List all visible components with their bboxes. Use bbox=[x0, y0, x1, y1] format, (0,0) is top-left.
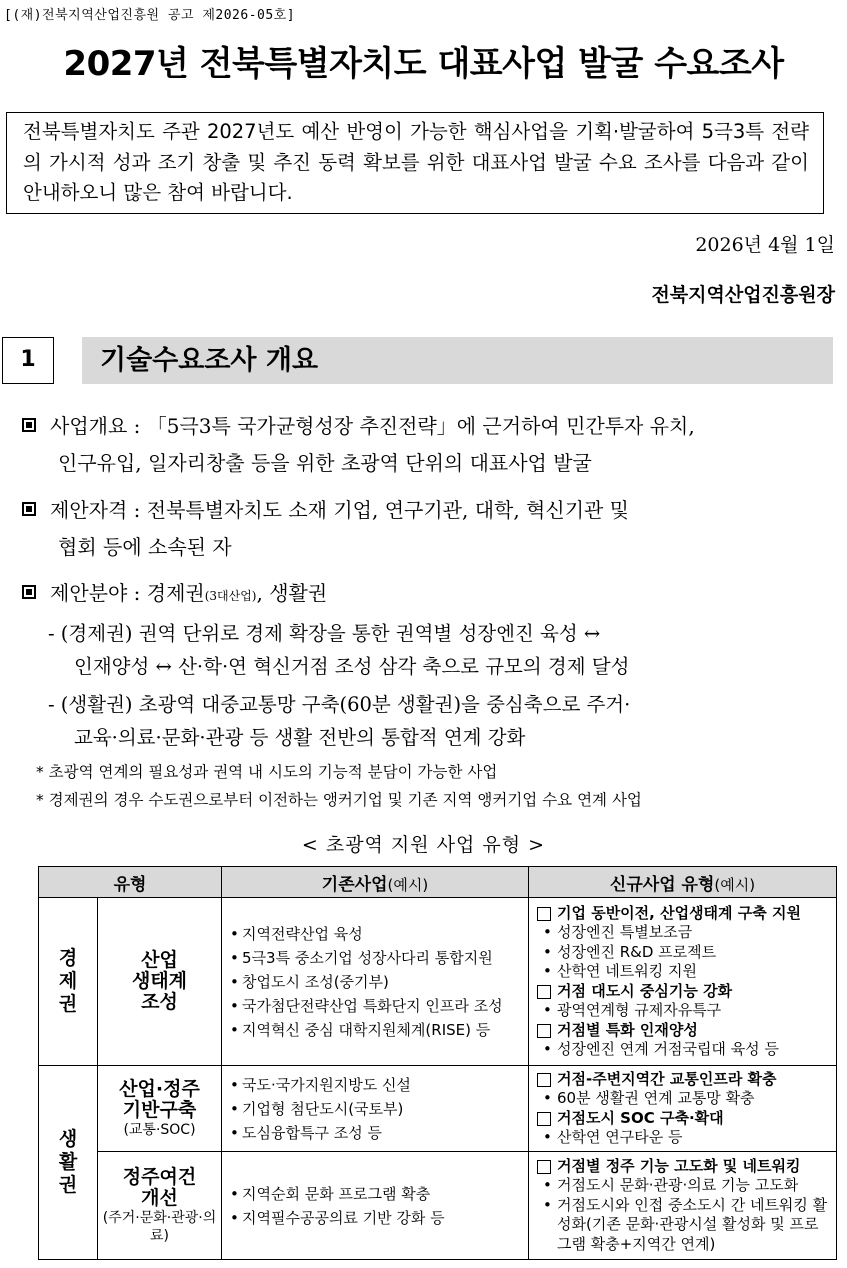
header-new-label: 신규사업 유형 bbox=[609, 874, 715, 895]
dash-item-living bbox=[48, 688, 840, 754]
notice-number: [(재)전북지역산업진흥원 공고 제2026-05호] bbox=[4, 8, 296, 23]
eligibility-label: 제안자격 : bbox=[50, 498, 141, 522]
footnote: * 초광역 연계의 필요성과 권역 내 시도의 기능적 분담이 가능한 사업 bbox=[36, 763, 498, 781]
new-type-heading: 기업 동반이전, 산업생태계 구축 지원 bbox=[535, 904, 832, 924]
category-cell bbox=[98, 1066, 222, 1152]
square-bullet-icon bbox=[22, 585, 36, 599]
eligibility-paragraph bbox=[22, 492, 840, 566]
existing-list bbox=[228, 922, 524, 1042]
table-row bbox=[39, 1066, 837, 1152]
existing-item: • 지역혁신 중심 대학지원체계(RISE) 등 bbox=[228, 1018, 524, 1042]
existing-item: • 도심융합특구 조성 등 bbox=[228, 1121, 524, 1145]
dash-line: - (생활권) 초광역 대중교통망 구축(60분 생활권)을 중심축으로 주거· bbox=[48, 693, 631, 716]
section-title: 기술수요조사 개요 bbox=[100, 345, 319, 376]
fields-label: 제안분야 : bbox=[50, 581, 141, 605]
new-type-item: • 60분 생활권 연계 교통망 확충 bbox=[535, 1089, 832, 1109]
category-sub: (교통·SOC) bbox=[123, 1121, 196, 1138]
dash-line: 인재양성 ↔ 산·학·연 혁신거점 조성 삼각 축으로 규모의 경제 달성 bbox=[74, 655, 630, 678]
header-type: 유형 bbox=[39, 867, 222, 898]
field-separator: , bbox=[256, 581, 263, 605]
category-label: 정주여건 개선 bbox=[122, 1165, 197, 1209]
category-label: 산업 생태계 조성 bbox=[131, 949, 188, 1013]
existing-item: • 창업도시 조성(중기부) bbox=[228, 970, 524, 994]
existing-cell bbox=[222, 1152, 529, 1260]
square-bullet-icon bbox=[22, 502, 36, 516]
existing-cell bbox=[222, 898, 529, 1066]
category-cell bbox=[98, 1152, 222, 1260]
table-header-row bbox=[39, 867, 837, 898]
existing-item: • 국가첨단전략산업 특화단지 인프라 조성 bbox=[228, 994, 524, 1018]
existing-item: • 5극3특 중소기업 성장사다리 통합지원 bbox=[228, 946, 524, 970]
new-type-heading: 거점-주변지역간 교통인프라 확충 bbox=[535, 1070, 832, 1090]
category-cell bbox=[98, 898, 222, 1066]
new-cell bbox=[529, 1152, 837, 1260]
new-cell bbox=[529, 1066, 837, 1152]
new-type-heading: 거점도시 SOC 구축·확대 bbox=[535, 1109, 832, 1129]
header-new-suffix: (예시) bbox=[714, 875, 756, 894]
fields-paragraph bbox=[22, 575, 840, 615]
signer: 전북지역산업진흥원장 bbox=[651, 284, 835, 306]
existing-item: • 국도·국가지원지방도 신설 bbox=[228, 1073, 524, 1097]
project-types-table bbox=[38, 866, 837, 1260]
overview-paragraph bbox=[22, 408, 840, 482]
field-economic-note: (3대산업) bbox=[204, 589, 257, 603]
table-title: < 초광역 지원 사업 유형 > bbox=[301, 834, 546, 856]
existing-item: • 지역필수공공의료 기반 강화 등 bbox=[228, 1206, 524, 1230]
new-type-item: • 성장엔진 연계 거점국립대 육성 등 bbox=[535, 1040, 832, 1060]
intro-box bbox=[6, 112, 824, 214]
new-type-item: • 광역연계형 규제자유특구 bbox=[535, 1001, 832, 1021]
field-living: 생활권 bbox=[269, 581, 328, 605]
zone-label: 경 제 권 bbox=[58, 947, 78, 1015]
page-title: 2027년 전북특별자치도 대표사업 발굴 수요조사 bbox=[63, 44, 784, 84]
field-economic: 경제권 bbox=[146, 581, 205, 605]
zone-living bbox=[39, 1066, 98, 1260]
existing-list bbox=[228, 1182, 524, 1230]
existing-cell bbox=[222, 1066, 529, 1152]
existing-item: • 기업형 첨단도시(국토부) bbox=[228, 1097, 524, 1121]
new-type-item: • 성장엔진 R&D 프로젝트 bbox=[535, 943, 832, 963]
section-title-bar bbox=[82, 337, 833, 384]
new-type-heading: 거점별 정주 기능 고도화 및 네트워킹 bbox=[535, 1157, 832, 1177]
zone-economic bbox=[39, 898, 98, 1066]
new-cell bbox=[529, 898, 837, 1066]
existing-item: • 지역순회 문화 프로그램 확충 bbox=[228, 1182, 524, 1206]
header-existing-label: 기존사업 bbox=[321, 874, 388, 895]
category-sub: (주거·문화·관광·의료) bbox=[102, 1209, 217, 1244]
new-type-item: • 거점도시 문화·관광·의료 기능 고도화 bbox=[535, 1176, 832, 1196]
header-existing-suffix: (예시) bbox=[387, 875, 429, 894]
table-row bbox=[39, 1152, 837, 1260]
existing-list bbox=[228, 1073, 524, 1145]
existing-item: • 지역전략산업 육성 bbox=[228, 922, 524, 946]
header-new bbox=[529, 867, 837, 898]
section-number: 1 bbox=[2, 337, 54, 384]
eligibility-text-line1: 전북특별자치도 소재 기업, 연구기관, 대학, 혁신기관 및 bbox=[146, 498, 630, 522]
announcement-date: 2026년 4월 1일 bbox=[695, 234, 835, 256]
overview-label: 사업개요 : bbox=[50, 414, 141, 438]
header-existing bbox=[222, 867, 529, 898]
zone-label: 생 활 권 bbox=[58, 1128, 78, 1196]
table-row bbox=[39, 898, 837, 1066]
new-type-item: • 산학연 연구타운 등 bbox=[535, 1128, 832, 1148]
dash-item-economic bbox=[48, 617, 840, 683]
intro-text: 전북특별자치도 주관 2027년도 예산 반영이 가능한 핵심사업을 기획·발굴하여 5극3특 전략의 가시적 성과 조기 창출 및 추진 동력 확보를 위한 대표사업 발굴 수요 조사를 다음과 같이 안내하오니 많은 참여 바랍니다. bbox=[23, 120, 809, 204]
footnote: * 경제권의 경우 수도권으로부터 이전하는 앵커기업 및 기존 지역 앵커기업 수요 연계 사업 bbox=[36, 791, 642, 809]
new-type-heading: 거점 대도시 중심기능 강화 bbox=[535, 982, 832, 1002]
new-type-item: • 거점도시와 인접 중소도시 간 네트워킹 활성화(기존 문화·관광시설 활성화 및 프로그램 확충+지역간 연계) bbox=[535, 1196, 832, 1255]
square-bullet-icon bbox=[22, 418, 36, 432]
category-label: 산업·정주 기반구축 bbox=[119, 1077, 200, 1121]
dash-line: - (경제권) 권역 단위로 경제 확장을 통한 권역별 성장엔진 육성 ↔ bbox=[48, 622, 601, 645]
new-type-item: • 산학연 네트워킹 지원 bbox=[535, 962, 832, 982]
overview-text-line1: 「5극3특 국가균형성장 추진전략」에 근거하여 민간투자 유치, bbox=[146, 414, 695, 438]
new-type-heading: 거점별 특화 인재양성 bbox=[535, 1021, 832, 1041]
overview-text-line2: 인구유입, 일자리창출 등을 위한 초광역 단위의 대표사업 발굴 bbox=[58, 451, 592, 475]
dash-line: 교육·의료·문화·관광 등 생활 전반의 통합적 연계 강화 bbox=[74, 726, 526, 749]
eligibility-text-line2: 협회 등에 소속된 자 bbox=[58, 535, 232, 559]
new-type-item: • 성장엔진 특별보조금 bbox=[535, 923, 832, 943]
